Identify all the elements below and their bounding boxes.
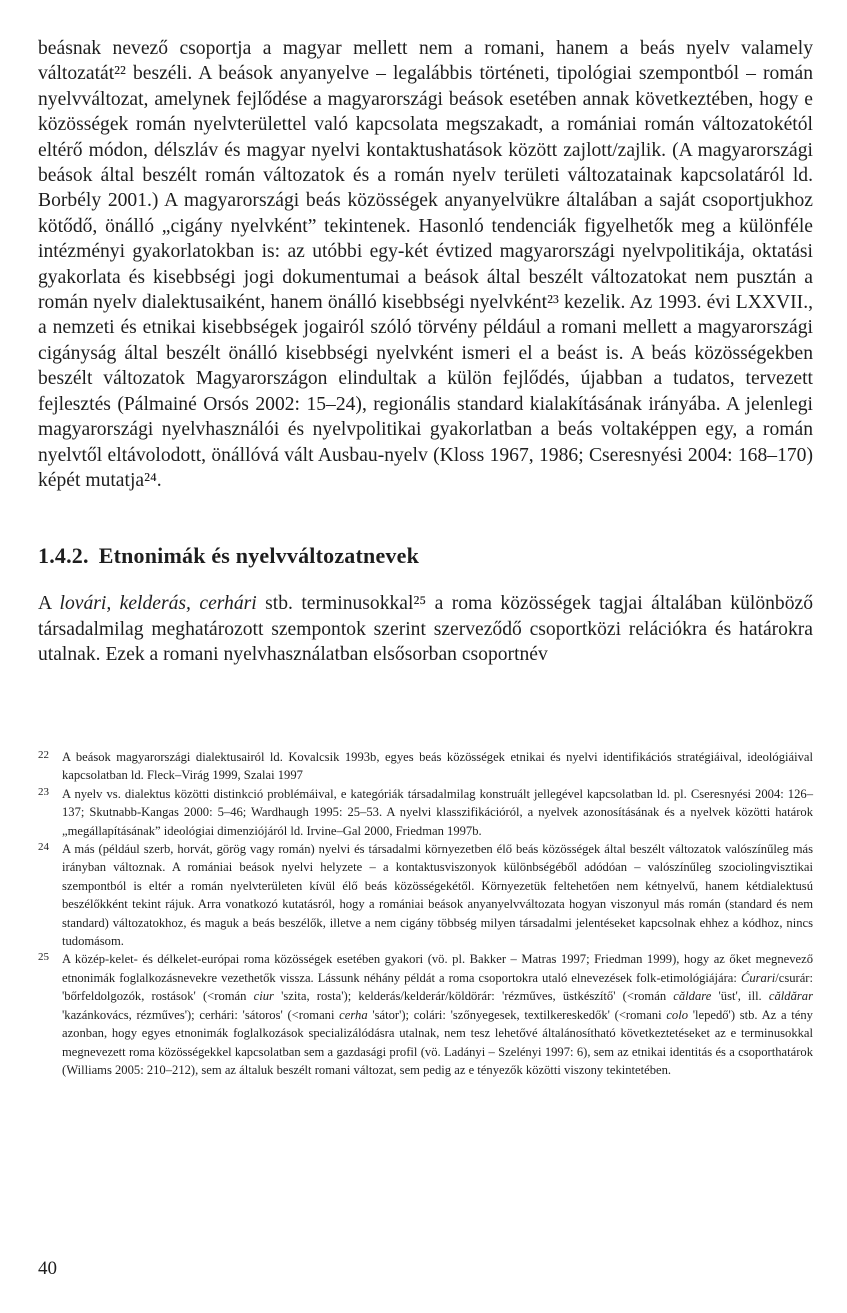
footnote-22 xyxy=(38,748,813,785)
footnote-text-segment: 'kazánkovács, rézműves'); cerhári: 'sátoros' (<romani xyxy=(62,1007,340,1022)
page-number: 40 xyxy=(38,1258,57,1279)
footnote-text-segment: A közép-kelet- és délkelet-európai roma közösségek esetében gyakori (vö. pl. Bakker – Matras 1997; Friedman 1999), hogy az őket megnevező etnonimák foglalkozásnevekre vezethetők vissza. Lássunk néhány példát a roma csoportokra utaló elnevezések folk-etimológiájára: xyxy=(62,952,813,985)
footnote-term: căldărar xyxy=(768,989,813,1004)
footnote-term: ciur xyxy=(253,989,274,1004)
footnote-text: A nyelv vs. dialektus közötti distinkció problémáival, e kategóriák társadalmilag konstruált jellegével kapcsolatban ld. pl. Cseresnyési 2004: 126–137; Skutnabb-Kangas 2000: 5–46; Wardhaugh 1995: 25–53. A nyelvi klasszifikációról, a nyelvek azonosításának és a nyelvek közötti határok „megállapításának” ideológiai dimenziójáról ld. Irvine–Gal 2000, Friedman 1997b. xyxy=(62,786,813,838)
footnote-text-segment: 'lepedő') stb. Az a tény azonban, hogy egyes etnonimák foglalkozások specializálódásra utalnak, nem tesz lehetővé általánosítható következtetéseket az e terminusokkal megnevezett roma közösségekkel kapcsolatban sem a gazdasági profil (vö. Ladányi – Szelényi 1997: 6), sem az etnikai identitás és a csoporthatárok (Williams 2005: 210–212), sem az általuk beszélt romani változat, sem pedig az e tényezők közötti viszony tekintetében. xyxy=(62,1007,813,1077)
footnote-text: A beások magyarországi dialektusairól ld. Kovalcsik 1993b, egyes beás közösségek etnikai és nyelvi identifikációs stratégiáival, ideológiáival kapcsolatban ld. Fleck–Virág 1999, Szalai 1997 xyxy=(62,750,813,783)
footnote-number: 24 xyxy=(38,841,49,854)
footnote-term: Ćurari xyxy=(740,970,776,985)
section-number: 1.4.2. xyxy=(38,543,89,569)
body-paragraph: beásnak nevező csoportja a magyar mellett nem a romani, hanem a beás nyelv valamely változatát²² beszéli. A beások anyanyelve – legalábbis történeti, tipológiai szempontból – román nyelvváltozat, amelynek fejlődése a magyarországi beások esetében annak következtében, hogy e közösségek román nyelvterülettel való kapcsolata megszakadt, a romániai román változatokétól eltérő módon, délszláv és magyar nyelvi kontaktushatások között zajlott/zajlik. (A magyarországi beások által beszélt román változatok és a román nyelv területi változatainak kapcsolatáról ld. Borbély 2001.) A magyarországi beás közösségek anyanyelvükre általában a saját csoportjukhoz kötődő, önálló „cigány nyelvként” tekintenek. Hasonló tendenciák figyelhetők meg a különféle intézményi gyakorlatokban is: az utóbbi egy-két évtized magyarországi nyelvpolitikája, oktatási gyakorlata és kisebbségi jogi dokumentumai a beások által beszélt változatokat nem pusztán a román nyelv dialektusaiként, hanem önálló kisebbségi nyelvként²³ kezelik. Az 1993. évi LXXVII., a nemzeti és etnikai kisebbségek jogairól szóló törvény például a romani mellett a magyarországi cigányság által beszélt önálló kisebbségi nyelvként ismeri el a beást is. A beás közösségekben beszélt változatok Magyarországon elindultak a külön fejlődés, újabban a tudatos, tervezett fejlesztés (Pálmainé Orsós 2002: 15–24), regionális standard kialakításának irányába. A jelenlegi magyarországi nyelvhasználói és nyelvpolitikai gyakorlatban a beás voltaképpen egy, a román nyelvtől eltávolodott, önállóvá vált Ausbau-nyelv (Kloss 1967, 1986; Cseresnyési 2004: 168–170) képét mutatja²⁴. xyxy=(38,38,813,491)
footnote-number: 25 xyxy=(38,951,49,964)
footnote-23 xyxy=(38,785,813,840)
section-title: Etnonimák és nyelvváltozatnevek xyxy=(98,543,420,569)
footnote-25 xyxy=(38,950,813,1079)
section-para-start: A xyxy=(38,593,60,615)
footnote-text-segment: 'üst', ill. xyxy=(711,989,769,1004)
section-paragraph xyxy=(38,591,813,667)
footnote-text-segment: /csurár: 'bőrfeldolgozók, rostások' (<román xyxy=(62,970,813,1004)
footnote-text-segment: 'szita, rosta'); kelderás/kelderár/köldörár: 'rézműves, üstkészítő' (<román xyxy=(273,989,674,1004)
section-para-terms: lovári, kelderás, cerhári xyxy=(59,593,257,615)
footnote-text xyxy=(62,950,813,1079)
section-para-rest: stb. terminusokkal²⁵ a roma közösségek tagjai általában különböző társadalmilag meghatározott szempontok szerint szerveződő csoportközi relációkra és határokra utalnak. Ezek a romani nyelvhasználatban elsősorban csoportnév xyxy=(38,593,813,666)
footnote-number: 22 xyxy=(38,749,49,761)
footnotes xyxy=(38,748,813,1079)
footnote-term: căldare xyxy=(673,989,712,1004)
section-heading xyxy=(38,543,813,569)
footnote-text: A más (például szerb, horvát, görög vagy román) nyelvi és társadalmi környezetben élő beás közösségek által beszélt változatok valószínűleg más irányban változnak. A romániai beások nyelvi helyzete – a kontaktusviszonyok különbségéből adódóan – valószínűleg szociolingvisztikai szempontból is eltér a román nyelvterületen kívül élő beás közösségekétől. Környezetük feltehetően nem kétnyelvű, hanem kétdialektusú beszélőkként tekint rájuk. Arra vonatkozó kutatásról, hogy a romániai beások anyanyelvváltozata hogyan viszonyul más román (standard és nem standard) változatokhoz, és maguk a beás beszélők, illetve a nem cigány többség milyen társadalmi jelentéseket kapcsolnak ehhez a kódhoz, nincs tudomásom. xyxy=(62,842,813,949)
footnote-text-segment: 'sátor'); colári: 'szőnyegesek, textilkereskedők' (<romani xyxy=(367,1007,667,1022)
footnote-term: cerha xyxy=(339,1007,368,1022)
page-content xyxy=(38,36,813,668)
footnote-number: 23 xyxy=(38,785,49,798)
footnote-term: colo xyxy=(666,1007,688,1022)
footnote-24 xyxy=(38,840,813,950)
